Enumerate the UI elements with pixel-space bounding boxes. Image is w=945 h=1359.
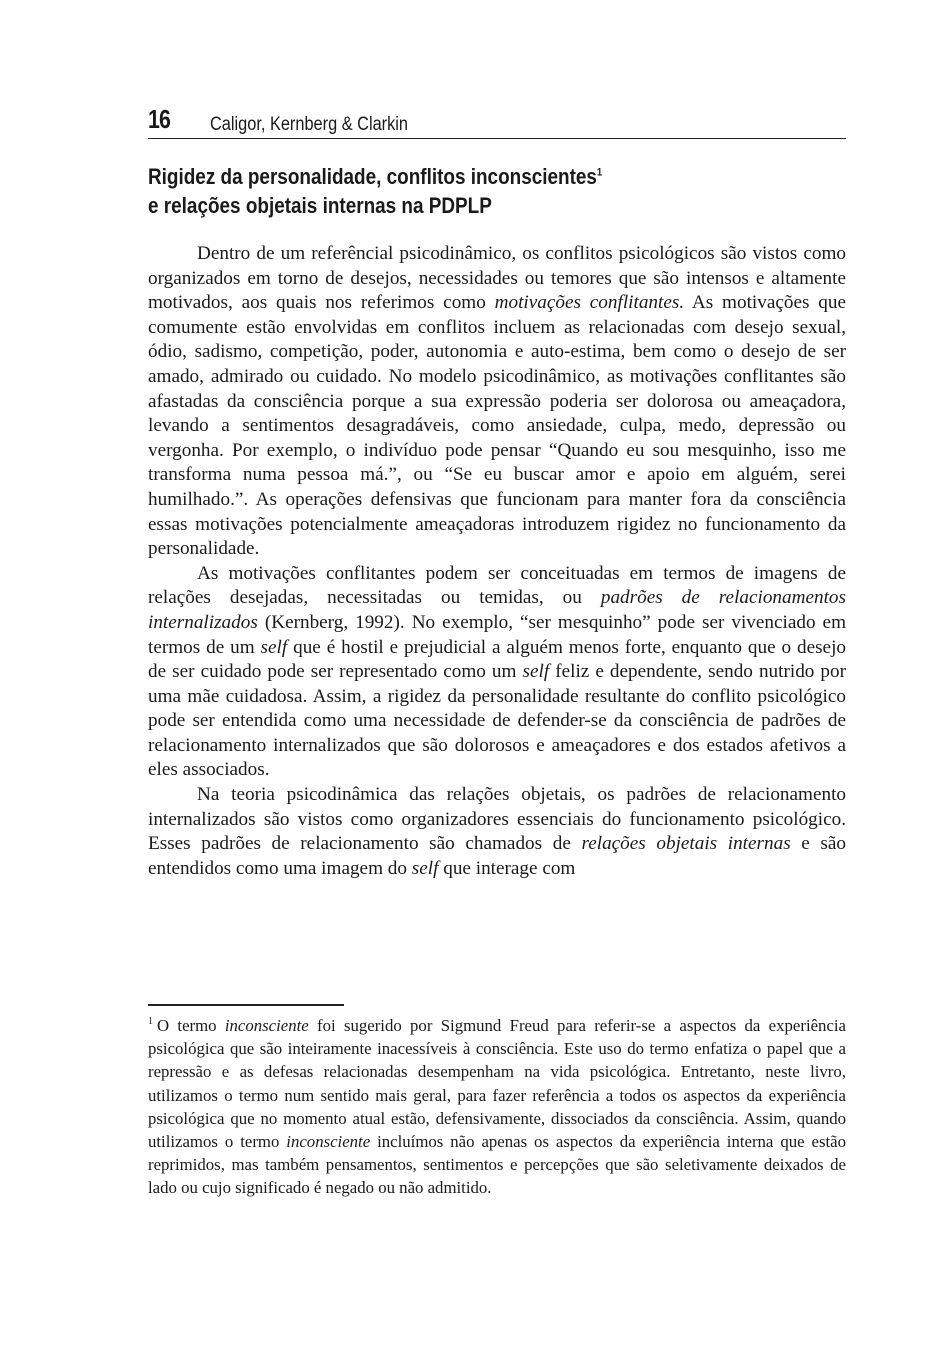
section-title-line-2: e relações objetais internas na PDPLP [148, 193, 492, 218]
footnote-mark: 1 [148, 1016, 153, 1028]
section-title-line-1: Rigidez da personalidade, conflitos inconscientes$^1$ [148, 164, 603, 189]
page-number: 16 [148, 104, 171, 134]
section-title [148, 162, 750, 220]
footnote-rule [148, 1004, 344, 1006]
paragraph-3: Na teoria psicodinâmica das relações objetais, os padrões de relacionamento internalizados são vistos como organizadores essenciais do funcionamento psicológico. Esses padrões de relacionamento são chamados de relações objetais internas e são entendidos como uma imagem do self que interage com [148, 784, 846, 879]
page-header [148, 104, 846, 139]
running-head: Caligor, Kernberg & Clarkin [210, 114, 408, 135]
paragraph-1: Dentro de um referêncial psicodinâmico, os conflitos psicológicos são vistos como organizados em torno de desejos, necessidades ou temores que são intensos e altamente motivados, aos quais nos referimos como motivações conflitantes. As motivações que comumente estão envolvidas em conflitos incluem as relacionadas com desejo sexual, ódio, sadismo, competição, poder, autonomia e auto-estima, bem como o desejo de ser amado, admirado ou cuidado. No modelo psicodinâmico, as motivações conflitantes são afastadas da consciência porque a sua expressão poderia ser dolorosa ou ameaçadora, levando a sentimentos desagradáveis, como ansiedade, culpa, medo, depressão ou vergonha. Por exemplo, o indivíduo pode pensar “Quando eu sou mesquinho, isso me transforma numa pessoa má.”, ou “Se eu buscar amor e apoio em alguém, serei humilhado.”. As operações defensivas que funcionam para manter fora da consciência essas motivações potencialmente ameaçadoras introduzem rigidez no funcionamento da personalidade. [148, 243, 846, 560]
footnote-reference[interactable]: 1 [596, 166, 603, 179]
paragraph-2: As motivações conflitantes podem ser conceituadas em termos de imagens de relações desejadas, necessitadas ou temidas, ou padrões de relacionamentos internalizados (Kernberg, 1992). No exemplo, “ser mesquinho” pode ser vivenciado em termos de um self que é hostil e prejudicial a alguém menos forte, enquanto que o desejo de ser cuidado pode ser representado como um self feliz e dependente, sendo nutrido por uma mãe cuidadosa. Assim, a rigidez da personalidade resultante do conflito psicológico pode ser entendida como uma necessidade de defender-se da consciência de padrões de relacionamento internalizados que são dolorosos e ameaçadores e dos estados afetivos a eles associados. [148, 562, 847, 781]
footnote: $^1$ O termo inconsciente foi sugerido por Sigmund Freud para referir-se a aspectos da experiência psicológica que são inteiramente inacessíveis à consciência. Este uso do termo enfatiza o papel que a repressão e as defesas relacionadas desempenham na vida psicológica. Entretanto, neste livro, utilizamos o termo num sentido mais geral, para fazer referência a todos os aspectos da experiência psicológica que no momento atual estão, defensivamente, dissociados da consciência. Assim, quando utilizamos o termo inconsciente incluímos não apenas os aspectos da experiência interna que estão reprimidos, mas também pensamentos, sentimentos e percepções que são seletivamente deixados de lado ou cujo significado é negado ou não admitido. [148, 1016, 847, 1198]
body-text [148, 242, 846, 881]
